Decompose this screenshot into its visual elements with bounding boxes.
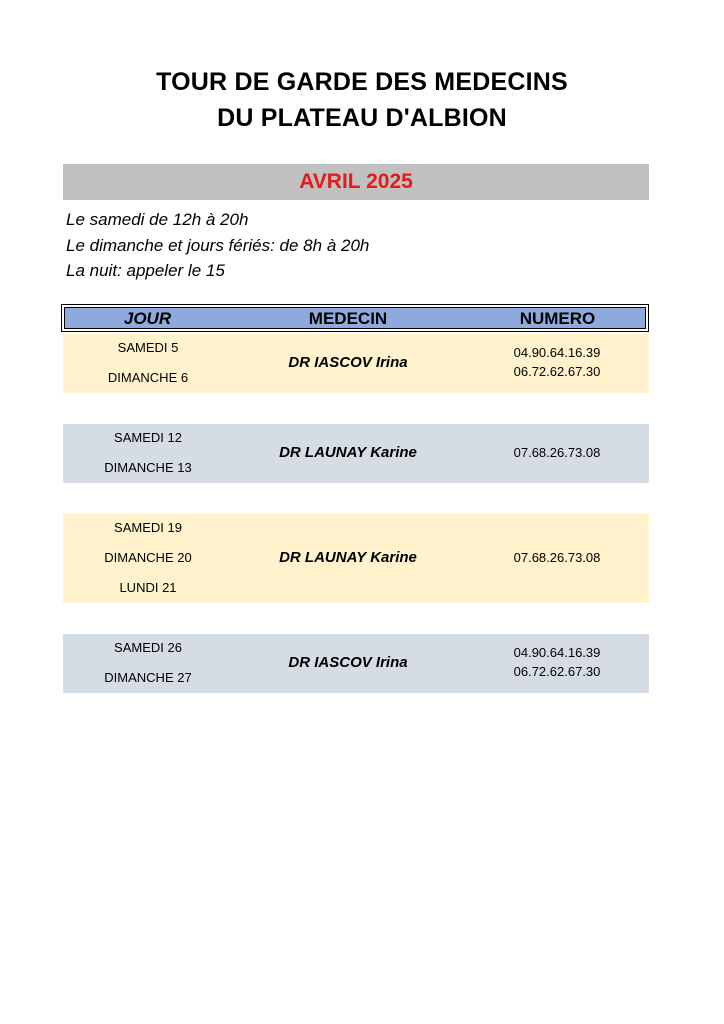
table-row <box>63 334 649 393</box>
page-title-line-2: DU PLATEAU D'ALBION <box>217 104 507 132</box>
table-header-inner <box>64 307 646 329</box>
day-label: DIMANCHE 6 <box>107 370 189 385</box>
schedule-info-night: La nuit: appeler le 15 <box>66 261 225 280</box>
phone-number: 06.72.62.67.30 <box>513 364 601 379</box>
day-label: DIMANCHE 20 <box>104 550 192 565</box>
table-header <box>61 304 649 332</box>
schedule-info-sunday: Le dimanche et jours fériés: de 8h à 20h <box>66 236 370 255</box>
schedule-info-saturday: Le samedi de 12h à 20h <box>66 210 249 229</box>
table-row <box>63 514 649 603</box>
phone-number: 07.68.26.73.08 <box>513 445 601 460</box>
table-row <box>63 424 649 483</box>
day-label: DIMANCHE 27 <box>104 670 192 685</box>
phone-number: 06.72.62.67.30 <box>513 664 601 679</box>
column-header-jour: JOUR <box>123 309 172 328</box>
doctor-name: DR IASCOV Irina <box>288 654 408 671</box>
page-title-line-1: TOUR DE GARDE DES MEDECINS <box>156 68 568 96</box>
day-label: SAMEDI 5 <box>117 340 179 355</box>
day-label: SAMEDI 26 <box>114 640 182 655</box>
table-row <box>63 634 649 693</box>
day-label: LUNDI 21 <box>119 580 177 595</box>
column-header-medecin: MEDECIN <box>308 309 388 328</box>
day-label: SAMEDI 12 <box>114 430 182 445</box>
column-header-numero: NUMERO <box>519 309 596 328</box>
doctor-name: DR IASCOV Irina <box>288 354 408 371</box>
phone-number: 07.68.26.73.08 <box>513 550 601 565</box>
doctor-name: DR LAUNAY Karine <box>279 549 417 566</box>
day-label: DIMANCHE 13 <box>104 460 192 475</box>
day-label: SAMEDI 19 <box>114 520 182 535</box>
phone-number: 04.90.64.16.39 <box>513 345 601 360</box>
doctor-name: DR LAUNAY Karine <box>279 444 417 461</box>
phone-number: 04.90.64.16.39 <box>513 645 601 660</box>
month-banner: AVRIL 2025 <box>63 164 649 200</box>
